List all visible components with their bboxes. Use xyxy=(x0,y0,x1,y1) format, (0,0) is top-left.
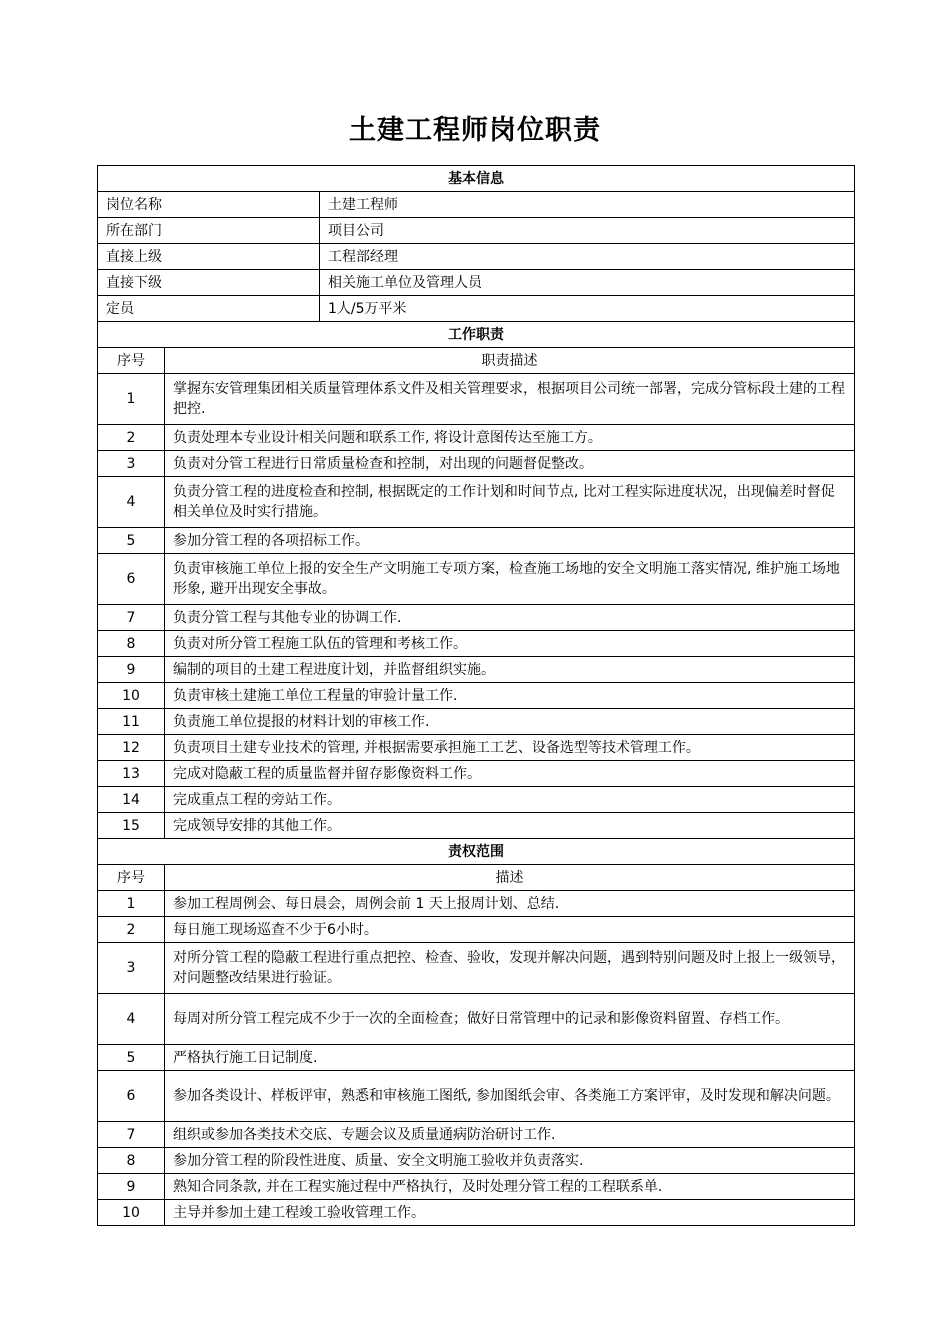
duty-text: 负责审核土建施工单位工程量的审验计量工作. xyxy=(165,683,855,709)
authority-number: 3 xyxy=(98,943,165,994)
authority-row xyxy=(98,994,855,1045)
info-value: 工程部经理 xyxy=(320,244,855,270)
duty-row xyxy=(98,657,855,683)
authority-row xyxy=(98,943,855,994)
duty-number: 8 xyxy=(98,631,165,657)
info-row xyxy=(98,192,855,218)
duty-text: 负责分管工程的进度检查和控制, 根据既定的工作计划和时间节点, 比对工程实际进度状况，出现偏差时督促相关单位及时实行措施。 xyxy=(165,477,855,528)
duty-row xyxy=(98,813,855,839)
section-header-row xyxy=(98,166,855,192)
authority-number: 5 xyxy=(98,1045,165,1071)
duty-number: 14 xyxy=(98,787,165,813)
info-label: 岗位名称 xyxy=(98,192,320,218)
info-label: 定员 xyxy=(98,296,320,322)
section-title-duties: 工作职责 xyxy=(98,322,855,348)
info-label: 所在部门 xyxy=(98,218,320,244)
info-row xyxy=(98,244,855,270)
duty-number: 9 xyxy=(98,657,165,683)
duty-text: 完成对隐蔽工程的质量监督并留存影像资料工作。 xyxy=(165,761,855,787)
duty-number: 4 xyxy=(98,477,165,528)
duty-text: 负责处理本专业设计相关问题和联系工作, 将设计意图传达至施工方。 xyxy=(165,425,855,451)
column-header-row xyxy=(98,865,855,891)
column-header-description: 职责描述 xyxy=(165,348,855,374)
authority-number: 1 xyxy=(98,891,165,917)
authority-text: 熟知合同条款, 并在工程实施过程中严格执行，及时处理分管工程的工程联系单. xyxy=(165,1174,855,1200)
authority-row xyxy=(98,1174,855,1200)
duty-text: 负责项目土建专业技术的管理, 并根据需要承担施工工艺、设备选型等技术管理工作。 xyxy=(165,735,855,761)
duty-text: 参加分管工程的各项招标工作。 xyxy=(165,528,855,554)
column-header-row xyxy=(98,348,855,374)
info-value: 1人/5万平米 xyxy=(320,296,855,322)
section-title-authority: 责权范围 xyxy=(98,839,855,865)
duty-row xyxy=(98,631,855,657)
duty-text: 负责施工单位提报的材料计划的审核工作. xyxy=(165,709,855,735)
duty-row xyxy=(98,554,855,605)
authority-text: 参加工程周例会、每日晨会，周例会前 1 天上报周计划、总结. xyxy=(165,891,855,917)
duty-row xyxy=(98,528,855,554)
authority-number: 9 xyxy=(98,1174,165,1200)
duty-number: 2 xyxy=(98,425,165,451)
info-value: 项目公司 xyxy=(320,218,855,244)
section-header-row xyxy=(98,839,855,865)
info-row xyxy=(98,296,855,322)
duty-row xyxy=(98,477,855,528)
duty-text: 负责对所分管工程施工队伍的管理和考核工作。 xyxy=(165,631,855,657)
duty-number: 15 xyxy=(98,813,165,839)
duty-row xyxy=(98,605,855,631)
section-title-basic-info: 基本信息 xyxy=(98,166,855,192)
duty-number: 11 xyxy=(98,709,165,735)
duty-number: 5 xyxy=(98,528,165,554)
duty-row xyxy=(98,761,855,787)
duty-text: 完成重点工程的旁站工作。 xyxy=(165,787,855,813)
authority-row xyxy=(98,1122,855,1148)
authority-number: 8 xyxy=(98,1148,165,1174)
authority-number: 6 xyxy=(98,1071,165,1122)
info-value: 土建工程师 xyxy=(320,192,855,218)
duty-row xyxy=(98,735,855,761)
authority-number: 4 xyxy=(98,994,165,1045)
column-header-description: 描述 xyxy=(165,865,855,891)
authority-text: 组织或参加各类技术交底、专题会议及质量通病防治研讨工作. xyxy=(165,1122,855,1148)
duty-number: 1 xyxy=(98,374,165,425)
authority-row xyxy=(98,1071,855,1122)
duty-row xyxy=(98,709,855,735)
authority-number: 2 xyxy=(98,917,165,943)
duty-row xyxy=(98,425,855,451)
duty-row xyxy=(98,683,855,709)
authority-row xyxy=(98,917,855,943)
duty-text: 负责审核施工单位上报的安全生产文明施工专项方案，检查施工场地的安全文明施工落实情况, 维护施工场地形象, 避开出现安全事故。 xyxy=(165,554,855,605)
duty-number: 3 xyxy=(98,451,165,477)
duty-number: 13 xyxy=(98,761,165,787)
info-row xyxy=(98,270,855,296)
column-header-number: 序号 xyxy=(98,348,165,374)
authority-text: 主导并参加土建工程竣工验收管理工作。 xyxy=(165,1200,855,1226)
duty-text: 负责对分管工程进行日常质量检查和控制，对出现的问题督促整改。 xyxy=(165,451,855,477)
duty-row xyxy=(98,374,855,425)
authority-number: 7 xyxy=(98,1122,165,1148)
authority-row xyxy=(98,1045,855,1071)
authority-number: 10 xyxy=(98,1200,165,1226)
duty-row xyxy=(98,451,855,477)
section-header-row xyxy=(98,322,855,348)
duty-number: 12 xyxy=(98,735,165,761)
info-label: 直接上级 xyxy=(98,244,320,270)
authority-text: 对所分管工程的隐蔽工程进行重点把控、检查、验收，发现并解决问题，遇到特别问题及时上报上一级领导，对问题整改结果进行验证。 xyxy=(165,943,855,994)
duty-text: 完成领导安排的其他工作。 xyxy=(165,813,855,839)
duty-row xyxy=(98,787,855,813)
authority-text: 每周对所分管工程完成不少于一次的全面检查；做好日常管理中的记录和影像资料留置、存档工作。 xyxy=(165,994,855,1045)
authority-row xyxy=(98,891,855,917)
duty-text: 掌握东安管理集团相关质量管理体系文件及相关管理要求，根据项目公司统一部署，完成分管标段土建的工程把控. xyxy=(165,374,855,425)
info-row xyxy=(98,218,855,244)
duty-text: 负责分管工程与其他专业的协调工作. xyxy=(165,605,855,631)
duty-number: 6 xyxy=(98,554,165,605)
column-header-number: 序号 xyxy=(98,865,165,891)
job-description-table xyxy=(97,165,855,1226)
page-title: 土建工程师岗位职责 xyxy=(349,115,601,146)
info-value: 相关施工单位及管理人员 xyxy=(320,270,855,296)
authority-text: 严格执行施工日记制度. xyxy=(165,1045,855,1071)
duty-number: 7 xyxy=(98,605,165,631)
info-label: 直接下级 xyxy=(98,270,320,296)
authority-text: 每日施工现场巡查不少于6小时。 xyxy=(165,917,855,943)
duty-number: 10 xyxy=(98,683,165,709)
duty-text: 编制的项目的土建工程进度计划，并监督组织实施。 xyxy=(165,657,855,683)
authority-text: 参加各类设计、样板评审，熟悉和审核施工图纸, 参加图纸会审、各类施工方案评审，及时发现和解决问题。 xyxy=(165,1071,855,1122)
authority-row xyxy=(98,1200,855,1226)
authority-row xyxy=(98,1148,855,1174)
authority-text: 参加分管工程的阶段性进度、质量、安全文明施工验收并负责落实. xyxy=(165,1148,855,1174)
